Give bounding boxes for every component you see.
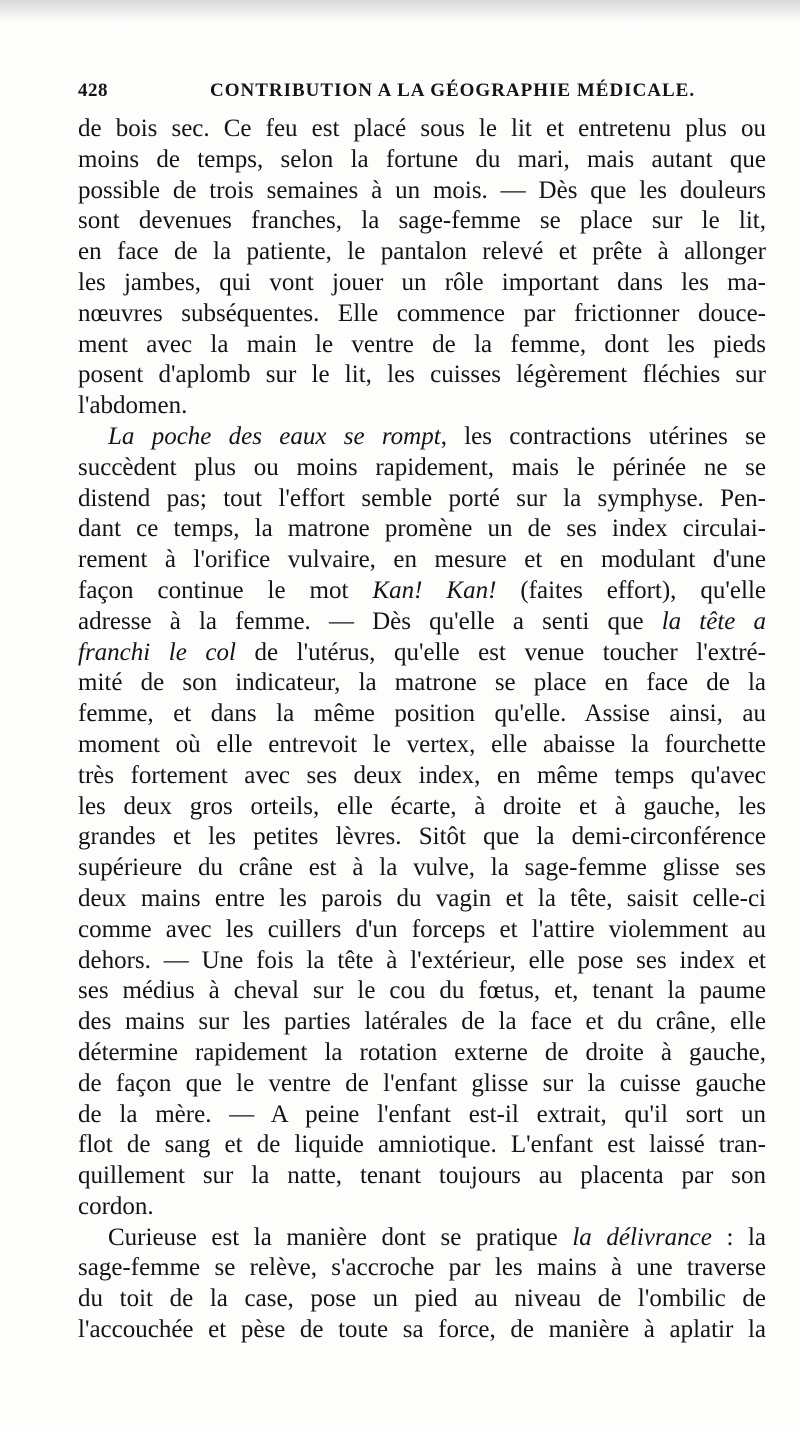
running-head-title: CONTRIBUTION A LA GÉOGRAPHIE MÉDICALE. [210, 80, 696, 101]
text-span: flot de sang et de liquide amniotique. L'enfant est laissé tran- [78, 1131, 766, 1159]
text-span: dant ce temps, la matrone promène un de ses index circulai- [78, 515, 766, 543]
text-span: de bois sec. Ce feu est placé sous le lit et entretenu plus ou [78, 115, 766, 142]
text-line [78, 145, 766, 176]
text-line [78, 668, 766, 699]
text-span: ses médius à cheval sur le cou du fœtus, et, tenant la paume [78, 977, 766, 1005]
italic-span: la tête a [661, 607, 767, 635]
text-line [78, 853, 766, 884]
text-span: femme, et dans la même position qu'elle. Assise ainsi, au [78, 700, 766, 728]
text-line [78, 176, 766, 207]
text-line [78, 699, 766, 730]
text-line [78, 1130, 766, 1161]
text-span: l'abdomen. [78, 392, 188, 420]
italic-span: la délivrance [572, 1223, 712, 1251]
text-span: ment avec la main le ventre de la femme, dont les pieds [78, 330, 766, 358]
text-span: grandes et les petites lèvres. Sitôt que la demi-circonférence [78, 823, 766, 851]
text-span: très fortement avec ses deux index, en même temps qu'avec [78, 761, 766, 789]
text-span: de l'utérus, qu'elle est venue toucher l'extré- [235, 638, 766, 666]
text-line [78, 545, 766, 576]
text-span: en face de la patiente, le pantalon relevé et prête à allonger [78, 238, 766, 266]
text-line [78, 484, 766, 515]
text-line [78, 1069, 766, 1100]
text-span: moment où elle entrevoit le vertex, elle abaisse la fourchette [78, 730, 766, 758]
text-span: posent d'aplomb sur le lit, les cuisses légèrement fléchies sur [78, 361, 766, 389]
text-line [78, 422, 766, 453]
text-line [78, 1161, 766, 1192]
italic-span: La poche des eaux se rompt [108, 422, 441, 450]
text-span: de la mère. — A peine l'enfant est-il extrait, qu'il sort un [78, 1100, 766, 1128]
text-span: façon continue le mot [78, 576, 373, 604]
text-line [78, 1100, 766, 1131]
text-line [78, 206, 766, 237]
text-span: l'accouchée et pèse de toute sa force, de manière à aplatir la [78, 1316, 766, 1344]
text-span: : la [711, 1223, 766, 1251]
text-line [78, 822, 766, 853]
running-header [78, 80, 768, 110]
text-span: nœuvres subséquentes. Elle commence par frictionner douce- [78, 299, 766, 327]
text-span: du toit de la case, pose un pied au niveau de l'ombilic de [78, 1285, 766, 1313]
text-span: les jambes, qui vont jouer un rôle important dans les ma- [78, 268, 766, 296]
text-line [78, 607, 766, 638]
text-span: détermine rapidement la rotation externe de droite à gauche, [78, 1038, 766, 1066]
text-line [78, 761, 766, 792]
text-span: succèdent plus ou moins rapidement, mais le périnée ne se [78, 453, 766, 481]
text-span: distend pas; tout l'effort semble porté sur la symphyse. Pen- [78, 484, 766, 512]
page-edge-shadow [0, 0, 800, 22]
text-line [78, 1192, 766, 1223]
text-span: dehors. — Une fois la tête à l'extérieur, elle pose ses index et [78, 946, 766, 974]
text-line [78, 576, 766, 607]
text-span: mité de son indicateur, la matrone se place en face de la [78, 669, 766, 697]
text-span: sont devenues franches, la sage-femme se place sur le lit, [78, 207, 766, 235]
text-span: deux mains entre les parois du vagin et la tête, saisit celle-ci [78, 884, 766, 912]
text-line [78, 638, 766, 669]
text-line [78, 1315, 766, 1346]
text-span: de façon que le ventre de l'enfant glisse sur la cuisse gauche [78, 1069, 766, 1097]
text-line [78, 237, 766, 268]
text-line [78, 1007, 766, 1038]
italic-span: franchi le col [78, 638, 236, 666]
text-line [78, 1038, 766, 1069]
text-span: des mains sur les parties latérales de la face et du crâne, elle [78, 1008, 766, 1036]
text-span: rement à l'orifice vulvaire, en mesure et en modulant d'une [78, 546, 766, 574]
text-line [78, 884, 766, 915]
text-line [78, 1253, 766, 1284]
text-line [78, 946, 766, 977]
text-span: , les contractions utérines se [440, 422, 766, 450]
italic-span: Kan! Kan! [372, 576, 497, 604]
text-line [78, 299, 766, 330]
text-line [78, 268, 766, 299]
text-span: supérieure du crâne est à la vulve, la sage-femme glisse ses [78, 854, 766, 882]
text-span: les deux gros orteils, elle écarte, à droite et à gauche, les [78, 792, 766, 820]
text-line [78, 360, 766, 391]
text-line [78, 330, 766, 361]
text-span: possible de trois semaines à un mois. — Dès que les douleurs [78, 176, 766, 204]
text-line [78, 453, 766, 484]
text-span: adresse à la femme. — Dès qu'elle a senti que [78, 607, 662, 635]
text-span: (faites effort), qu'elle [496, 576, 766, 604]
text-span: Curieuse est la manière dont se pratique [108, 1223, 573, 1251]
text-span: moins de temps, selon la fortune du mari, mais autant que [78, 145, 766, 173]
text-line [78, 915, 766, 946]
text-line [78, 391, 766, 422]
text-line [78, 1223, 766, 1254]
text-span: quillement sur la natte, tenant toujours au placenta par son [78, 1162, 766, 1190]
text-line [78, 792, 766, 823]
text-span: sage-femme se relève, s'accroche par les mains à une traverse [78, 1254, 766, 1282]
body-text [78, 114, 766, 1346]
text-span: comme avec les cuillers d'un forceps et l'attire violemment au [78, 915, 766, 943]
text-line [78, 514, 766, 545]
text-line [78, 730, 766, 761]
text-span: cordon. [78, 1192, 154, 1220]
text-line [78, 1284, 766, 1315]
page-number: 428 [78, 80, 108, 101]
text-line [78, 114, 766, 145]
text-line [78, 976, 766, 1007]
